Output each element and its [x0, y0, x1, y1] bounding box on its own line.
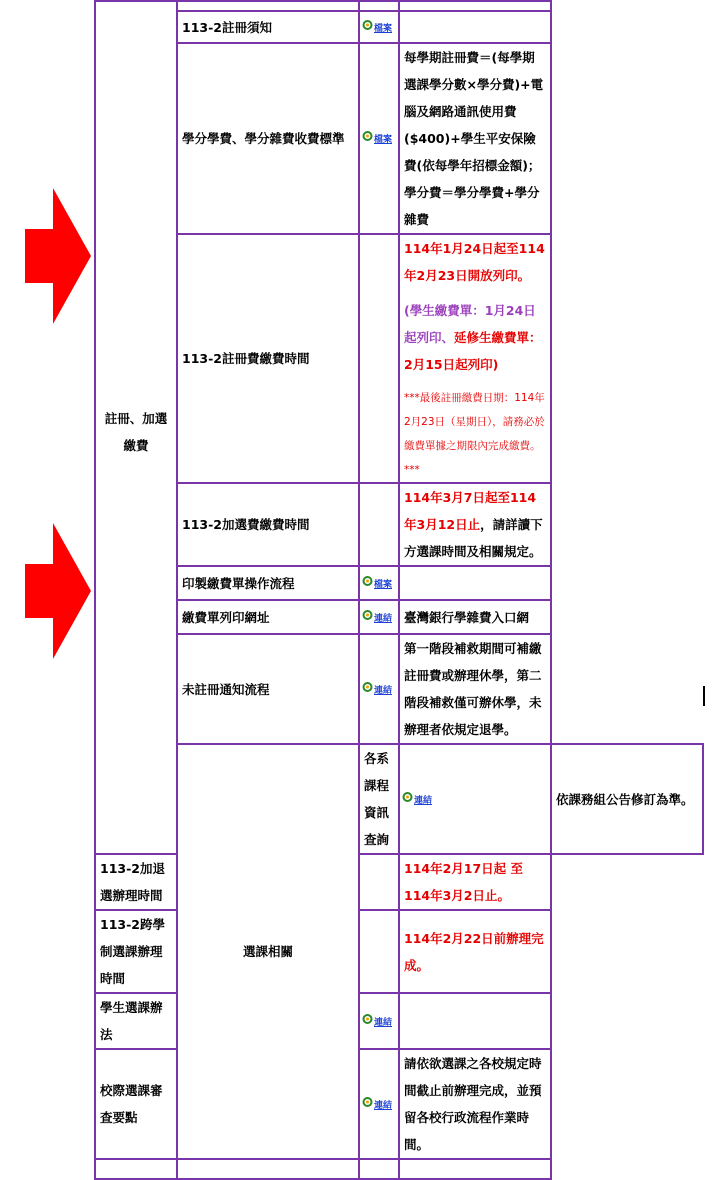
item-label: 113-2跨學制選課辦理時間: [100, 917, 165, 986]
item-label: 113-2加選費繳費時間: [182, 517, 310, 532]
table-row: [95, 600, 703, 634]
file-link[interactable]: [362, 130, 392, 147]
table-cell: [359, 1, 399, 11]
link-cell: [359, 11, 399, 43]
link-cell: [359, 600, 399, 634]
link-cell: [359, 1049, 399, 1159]
table-cell: [399, 1, 551, 11]
item-name: [177, 600, 359, 634]
item-name: [95, 993, 177, 1049]
table-cell: [399, 1159, 551, 1179]
table-row: [95, 634, 703, 744]
file-icon: [362, 130, 373, 143]
link-icon: [362, 1013, 373, 1026]
arrow-right-icon: [25, 523, 91, 659]
item-name: [177, 234, 359, 483]
link-cell: [359, 910, 399, 993]
file-icon: [362, 575, 373, 588]
item-label: 113-2註冊須知: [182, 19, 272, 35]
section-label-registration: [95, 11, 177, 854]
table-cell: [95, 1, 177, 11]
web-link[interactable]: [362, 681, 392, 698]
desc-cell: [399, 483, 551, 566]
table-row: [95, 1, 703, 11]
link-cell: [359, 483, 399, 566]
table-cell: [95, 1159, 177, 1179]
item-label: 各系課程資訊查詢: [364, 751, 390, 847]
link-cell: [359, 566, 399, 600]
desc-cell: [399, 11, 551, 43]
link-cell: [359, 993, 399, 1049]
table-row: [95, 1159, 703, 1179]
item-name: [177, 43, 359, 234]
item-label: 繳費單列印網址: [182, 609, 270, 625]
item-label: 學生選課辦法: [100, 1000, 163, 1042]
section-label-course-selection: [177, 744, 359, 1159]
desc-line: 114年1月24日起至114年2月23日開放列印。: [404, 241, 545, 283]
item-name: [177, 11, 359, 43]
desc-red: 114年2月17日起 至 114年3月2日止。: [404, 861, 524, 903]
table-row: [95, 566, 703, 600]
table-row: [95, 43, 703, 234]
desc-red: 114年3月7日起至114年3月12日止: [404, 490, 537, 532]
link-label: 檔案: [374, 135, 393, 145]
desc-cell: [399, 43, 551, 234]
file-link[interactable]: [362, 19, 392, 36]
desc-cell: [399, 993, 551, 1049]
desc-cell: [551, 744, 703, 854]
desc-cell: [399, 910, 551, 993]
item-name: [95, 910, 177, 993]
link-cell: [359, 43, 399, 234]
file-link[interactable]: [362, 575, 392, 592]
table-cell: [177, 1159, 359, 1179]
desc-text: 臺灣銀行學雜費入口網: [404, 609, 530, 625]
link-icon: [362, 681, 373, 694]
link-label: 連結: [414, 795, 433, 806]
desc-text: 每學期註冊費＝(每學期選課學分數×學分費)+電腦及網路通訊使用費($400)+學生平安保險費(依每學年招標金額)； 學分費＝學分學費+學分雜費: [404, 50, 547, 227]
arrow-right-icon: [25, 188, 91, 324]
link-icon: [402, 791, 413, 804]
link-label: 連結: [374, 685, 393, 696]
link-label: 檔案: [374, 579, 393, 590]
table-cell: [177, 1, 359, 11]
desc-text: 請依欲選課之各校規定時間截止前辦理完成，並預留各校行政流程作業時間。: [404, 1056, 542, 1152]
link-label: 連結: [374, 1100, 393, 1111]
desc-cell: [399, 600, 551, 634]
web-link[interactable]: [402, 791, 432, 808]
table-cell: [359, 1159, 399, 1179]
desc-purple: (學生繳費單：1月24日起列印、: [404, 303, 536, 345]
desc-text: 第一階段補救期間可補繳註冊費或辦理休學，第二階段補救僅可辦休學，未辦理者依規定退學。: [404, 641, 542, 737]
desc-line: [404, 297, 546, 378]
web-link[interactable]: [362, 1096, 392, 1113]
item-name: [95, 854, 177, 910]
desc-cell: [399, 234, 551, 483]
link-cell: [359, 854, 399, 910]
link-cell: [399, 744, 551, 854]
link-icon: [362, 1096, 373, 1109]
table-row: [95, 483, 703, 566]
item-name: [359, 744, 399, 854]
item-name: [95, 1049, 177, 1159]
section-label: 註冊、加選繳費: [104, 411, 168, 453]
desc-cell: [399, 854, 551, 910]
item-label: 校際選課審查要點: [100, 1083, 163, 1125]
info-table: [94, 0, 704, 1180]
item-name: [177, 634, 359, 744]
table-row: [95, 11, 703, 43]
item-name: [177, 483, 359, 566]
item-label: 印製繳費單操作流程: [182, 575, 295, 591]
desc-cell: [399, 634, 551, 744]
link-label: 連結: [374, 1017, 393, 1028]
scroll-edge: [703, 686, 705, 706]
desc-text: ，請詳讀下方選課時間及相關規定。: [404, 517, 543, 559]
section-label: 選課相關: [242, 944, 293, 959]
file-icon: [362, 19, 373, 32]
link-cell: [359, 634, 399, 744]
table-row: [95, 744, 703, 854]
web-link[interactable]: [362, 1013, 392, 1030]
table-row: [95, 234, 703, 483]
link-icon: [362, 609, 373, 622]
link-label: 檔案: [374, 23, 393, 34]
item-label: 未註冊通知流程: [182, 681, 270, 697]
link-label: 連結: [374, 613, 393, 624]
desc-cell: [399, 1049, 551, 1159]
desc-text: 依課務組公告修訂為準。: [556, 791, 694, 807]
web-link[interactable]: [362, 609, 392, 626]
desc-red: 114年2月22日前辦理完成。: [404, 930, 544, 973]
desc-line: ***最後註冊繳費日期：114年2月23日（星期日），請務必於繳費單據之期限內完成繳費。***: [404, 392, 545, 476]
desc-red: 延修生繳費單：2月15日起列印): [404, 330, 542, 372]
desc-cell: [399, 566, 551, 600]
item-label: 學分學費、學分雜費收費標準: [182, 131, 345, 146]
item-name: [177, 566, 359, 600]
item-label: 113-2註冊費繳費時間: [182, 351, 310, 366]
link-cell: [359, 234, 399, 483]
item-label: 113-2加退選辦理時間: [100, 861, 165, 903]
